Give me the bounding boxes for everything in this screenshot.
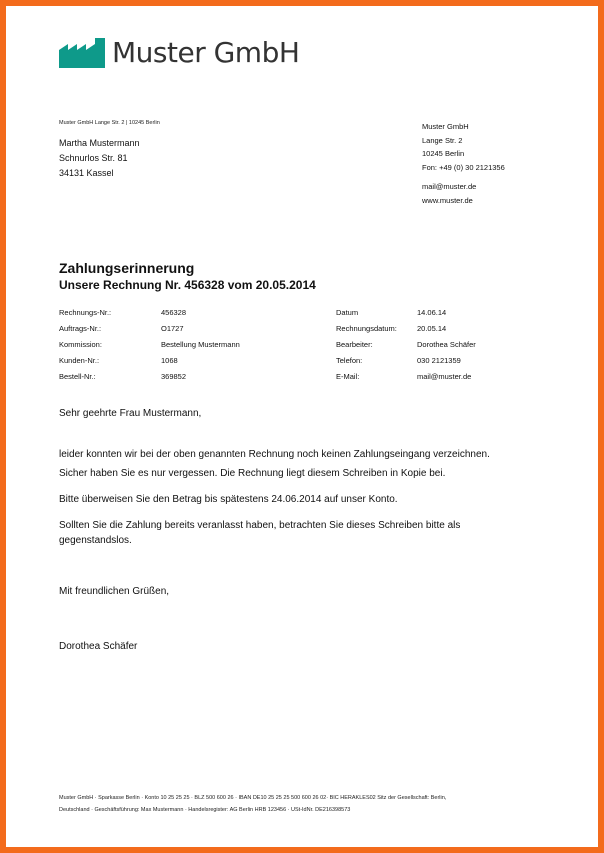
meta-label: Kunden-Nr.: <box>59 356 100 365</box>
meta-value: mail@muster.de <box>417 372 472 381</box>
letter-paragraph-1-line-2: Sicher haben Sie es nur vergessen. Die Rechnung liegt diesem Schreiben in Kopie bei. <box>59 468 446 479</box>
meta-right-values <box>417 305 476 385</box>
meta-value: 1068 <box>161 356 178 365</box>
letter-closing: Mit freundlichen Grüßen, <box>59 586 170 597</box>
meta-label: E-Mail: <box>336 372 360 381</box>
meta-label: Telefon: <box>336 356 363 365</box>
letter-paragraph-2: Bitte überweisen Sie den Betrag bis spätestens 24.06.2014 auf unser Konto. <box>59 494 398 505</box>
meta-label: Bestell-Nr.: <box>59 372 96 381</box>
letter-paragraph-3-line-1: Sollten Sie die Zahlung bereits veranlasst haben, betrachten Sie dieses Schreiben bitte als <box>59 520 461 531</box>
factory-logo-icon <box>59 38 105 68</box>
meta-label: Bearbeiter: <box>336 340 373 349</box>
company-web: www.muster.de <box>422 195 473 205</box>
meta-label: Kommission: <box>59 340 102 349</box>
letter-paragraph-1-line-1: leider konnten wir bei der oben genannten Rechnung noch keinen Zahlungseingang verzeichnen. <box>59 449 490 460</box>
recipient-street: Schnurlos Str. 81 <box>59 153 128 163</box>
company-email: mail@muster.de <box>422 182 477 191</box>
meta-value: 14.06.14 <box>417 308 447 317</box>
meta-value: 030 2121359 <box>417 356 461 365</box>
meta-value: 369852 <box>161 372 187 381</box>
recipient-city: 34131 Kassel <box>59 168 114 178</box>
recipient-name: Martha Mustermann <box>59 138 140 148</box>
company-contact-block <box>422 120 505 207</box>
meta-value: Dorothea Schäfer <box>417 340 476 349</box>
meta-label: Rechnungsdatum: <box>336 324 397 333</box>
sender-return-address: Muster GmbH Lange Str. 2 | 10245 Berlin <box>59 120 160 126</box>
letter-subtitle: Unsere Rechnung Nr. 456328 vom 20.05.2014 <box>59 278 316 292</box>
meta-value: O1727 <box>161 324 184 333</box>
meta-label: Datum <box>336 308 359 317</box>
meta-left-values <box>161 305 240 385</box>
meta-label: Auftrags-Nr.: <box>59 324 102 333</box>
letter-footer <box>59 792 446 816</box>
meta-value: 20.05.14 <box>417 324 447 333</box>
meta-value: Bestellung Mustermann <box>161 340 240 349</box>
meta-right-labels <box>336 305 397 385</box>
recipient-address <box>59 136 140 181</box>
company-name: Muster GmbH <box>422 122 469 131</box>
meta-left-labels <box>59 305 111 385</box>
letter-salutation: Sehr geehrte Frau Mustermann, <box>59 408 202 419</box>
company-logo-text: Muster GmbH <box>112 36 300 69</box>
meta-label: Rechnungs-Nr.: <box>59 308 112 317</box>
letter-signature: Dorothea Schäfer <box>59 641 138 652</box>
company-city: 10245 Berlin <box>422 149 465 158</box>
letter-paragraph-3-line-2: gegenstandslos. <box>59 535 132 546</box>
footer-line-1: Muster GmbH · Sparkasse Berlin · Konto 10 25 25 25 · BLZ 500 600 26 · IBAN DE10 25 25 25 500 600 26 02· BIC HERAKLES02 Sitz der Gesellschaft: Berlin, <box>59 795 447 801</box>
company-logo <box>59 36 299 69</box>
meta-value: 456328 <box>161 308 187 317</box>
footer-line-2: Deutschland · Geschäftsführung: Max Mustermann · Handelsregister: AG Berlin HRB 123456 · USt-IdNr. DE216398573 <box>59 807 351 813</box>
letter-title: Zahlungserinnerung <box>59 260 195 276</box>
company-phone: Fon: +49 (0) 30 2121356 <box>422 162 505 172</box>
company-street: Lange Str. 2 <box>422 135 463 145</box>
